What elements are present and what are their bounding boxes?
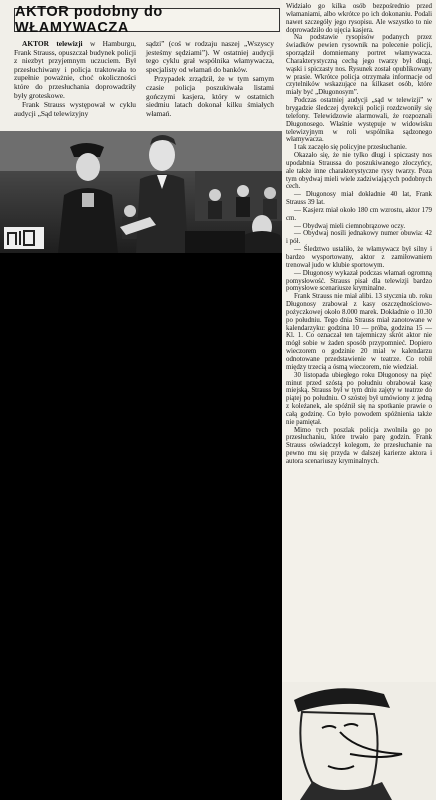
photo-drawing	[0, 131, 296, 253]
paragraph-3: sądzi” (coś w rodzaju naszej „Wszyscy jesteśmy sędziami”). W ostatniej audycji tego cyklu grał wspólnika włamywacza, specjalisty od włamań do banków.	[146, 39, 274, 74]
r-paragraph-13: 30 listopada ubiegłego roku Długonosy na pięć minut przed szóstą po południu obrabował kasę miejską. Strauss był w tym dniu zajęty w teatrze do piątej po południu. O szóstej był umówiony z jedną z koleżanek, ale spóźnił się na spotkanie prawie o całą godzinę. Co było powodem spóźnienia także nie pamiętał.	[286, 371, 432, 426]
left-section	[0, 0, 296, 253]
column-2	[146, 40, 274, 119]
r-paragraph-2: Na podstawie rysopisów podanych przez świadków pewien rysownik na polecenie policji, sporządził domniemany portret włamywacza. Charakterystyczną cechą jego twarzy był długi, wąski i spiczasty nos. Rysunek został opublikowany w prasie. Wkrótce policja otrzymała informacje od czytelników wskazujące na kilkaset osób, które miały być „Długonosym”.	[286, 34, 432, 97]
r-paragraph-11: — Długonosy wykazał podczas włamań ogromną pomysłowość. Strauss pisał dla telewizji bardzo pomysłowe scenariusze kryminalne.	[286, 269, 432, 293]
r-paragraph-12: Frank Strauss nie miał alibi. 13 stycznia ub. roku Długonosy zrabował z kasy oszczędnościowo-pożyczkowej około 8.000 marek. Dokładnie o 10.30 po południu. Tego dnia Strauss miał zanotowane w kalendarzyku: godzina 10 — próba, godzina 15 — Kl. 1. Co oznaczał ten tajemniczy skrót aktor nie mógł sobie w żaden sposób przypomnieć. Dopiero wieczorem o godzinie 20 miał w kalendarzu odnotowane przedstawienie w teatrze. Co robił między trzecią a ósmą wieczorem, nie wiedział.	[286, 293, 432, 371]
r-paragraph-14: Mimo tych poszlak policja zwolniła go po przesłuchaniu, które trwało parę godzin. Frank Strauss oświadczył kolegom, że przesłuchanie na pewno mu się przyda w dalszej karierze aktora i autora scenariuszy kryminalnych.	[286, 426, 432, 465]
corner-signature	[4, 227, 44, 249]
r-paragraph-10: — Śledztwo ustaliło, że włamywacz był silny i bardzo wysportowany, aktor z zamiłowaniem trenował judo w klubie sportowym.	[286, 246, 432, 269]
r-paragraph-9: — Obydwaj nosili jednakowy numer obuwia: 42 i pół.	[286, 230, 432, 246]
r-paragraph-6: — Długonosy miał dokładnie 40 lat, Frank Strauss 39 lat.	[286, 191, 432, 207]
r-paragraph-1: Widziało go kilka osób bezpośrednio przed włamaniami, albo wkrótce po ich dokonaniu. Podali nawet szczegóły jego rysopisu. Ale wszystko to nie doprowadziło do ujęcia kasjera.	[286, 3, 432, 34]
column-1	[14, 40, 136, 119]
caricature-drawing	[282, 682, 436, 800]
paragraph-2: Frank Strauss występował w cyklu audycji „Sąd telewizyjny	[14, 100, 136, 118]
caricature-svg	[282, 682, 436, 800]
paragraph-4: Przypadek zrządził, że w tym samym czasie policja poszukiwała listami gończymi kasjera, który w ostatnich siedmiu latach dokonał kilku śmiałych włamań.	[146, 74, 274, 118]
scene-photo	[0, 131, 296, 253]
lead-text: w Hamburgu, Frank Strauss, opuszczał budynek policji z niezbyt przyjemnym uczuciem. Był przesłuchiwany i policja traktowała to zupełnie poważnie, choć okoliczności które do przesłuchania doprowadziły były groteskowe.	[14, 39, 136, 100]
lead-bold: AKTOR telewizji	[22, 39, 83, 48]
r-paragraph-4: I tak zaczęło się policyjne przesłuchanie.	[294, 144, 407, 152]
r-paragraph-7: — Kasjerz miał około 180 cm wzrostu, aktor 179 cm.	[286, 206, 432, 222]
right-column	[282, 0, 436, 800]
article-title: AKTOR podobny do WŁAMYWACZA	[14, 8, 280, 32]
right-text	[286, 3, 432, 466]
r-paragraph-3: Podczas ostatniej audycji „sąd w telewizji” w brygadzie śledczej dyrekcji policji rozdzwoniły się telefony. Telewidzowie alarmowali, że rozpoznali Długonosego. Właśnie występuje w widowisku telewizyjnym w roli wspólnika sądzonego włamywacza.	[286, 97, 432, 144]
r-paragraph-8: — Obydwaj mieli ciemnobrązowe oczy.	[294, 222, 406, 230]
lead-paragraph	[14, 40, 136, 100]
r-paragraph-5: Okazało się, że nie tylko długi i spiczasty nos upodabnia Straussa do poszukiwanego złoczyńcy, ale także inne charakterystyczne rysy twarzy. Poza tym obydwaj mieli wiele zadziwiających podobnych cech.	[286, 152, 432, 191]
